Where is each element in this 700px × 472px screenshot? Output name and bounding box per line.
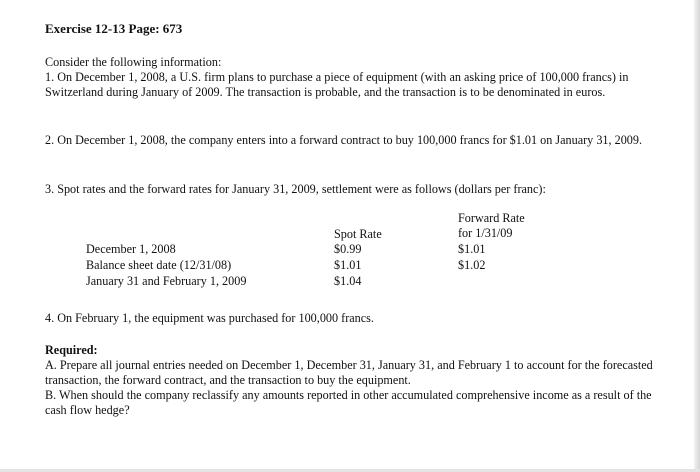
table-cell-forward: $1.01 xyxy=(458,242,486,256)
requirement-a: A. Prepare all journal entries needed on December 1, December 31, January 31, and February 1 to account for the forecasted transaction, the forward contract, and the transaction to buy the equipment. xyxy=(45,358,653,387)
exercise-title: Exercise 12-13 Page: 673 xyxy=(45,21,183,36)
item-2: 2. On December 1, 2008, the company enters into a forward contract to buy 100,000 francs for $1.01 on January 31, 2009. xyxy=(45,133,643,147)
requirement-b: B. When should the company reclassify any amounts reported in other accumulated comprehensive income as a result of the cash flow hedge? xyxy=(45,388,652,417)
page-edge-shadow xyxy=(694,0,700,472)
table-row-label: Balance sheet date (12/31/08) xyxy=(86,258,232,272)
forward-rate-header: Forward Rate xyxy=(458,211,525,225)
table-cell-spot: $1.01 xyxy=(334,258,362,272)
spot-rate-header: Spot Rate xyxy=(334,227,382,241)
item-1: 1. On December 1, 2008, a U.S. firm plans to purchase a piece of equipment (with an asking price of 100,000 francs) in Switzerland during January of 2009. The transaction is probable, and the transaction is to be denominated in euros. xyxy=(45,70,629,99)
table-row-label: January 31 and February 1, 2009 xyxy=(86,274,247,288)
forward-rate-subheader: for 1/31/09 xyxy=(458,226,513,240)
item-4: 4. On February 1, the equipment was purchased for 100,000 francs. xyxy=(45,311,374,325)
table-cell-forward: $1.02 xyxy=(458,258,486,272)
intro-text: Consider the following information: xyxy=(45,55,222,69)
table-cell-spot: $1.04 xyxy=(334,274,362,288)
item-3: 3. Spot rates and the forward rates for January 31, 2009, settlement were as follows (dollars per franc): xyxy=(45,182,546,196)
table-cell-spot: $0.99 xyxy=(334,242,362,256)
required-heading: Required: xyxy=(45,343,98,357)
table-row-label: December 1, 2008 xyxy=(86,242,176,256)
